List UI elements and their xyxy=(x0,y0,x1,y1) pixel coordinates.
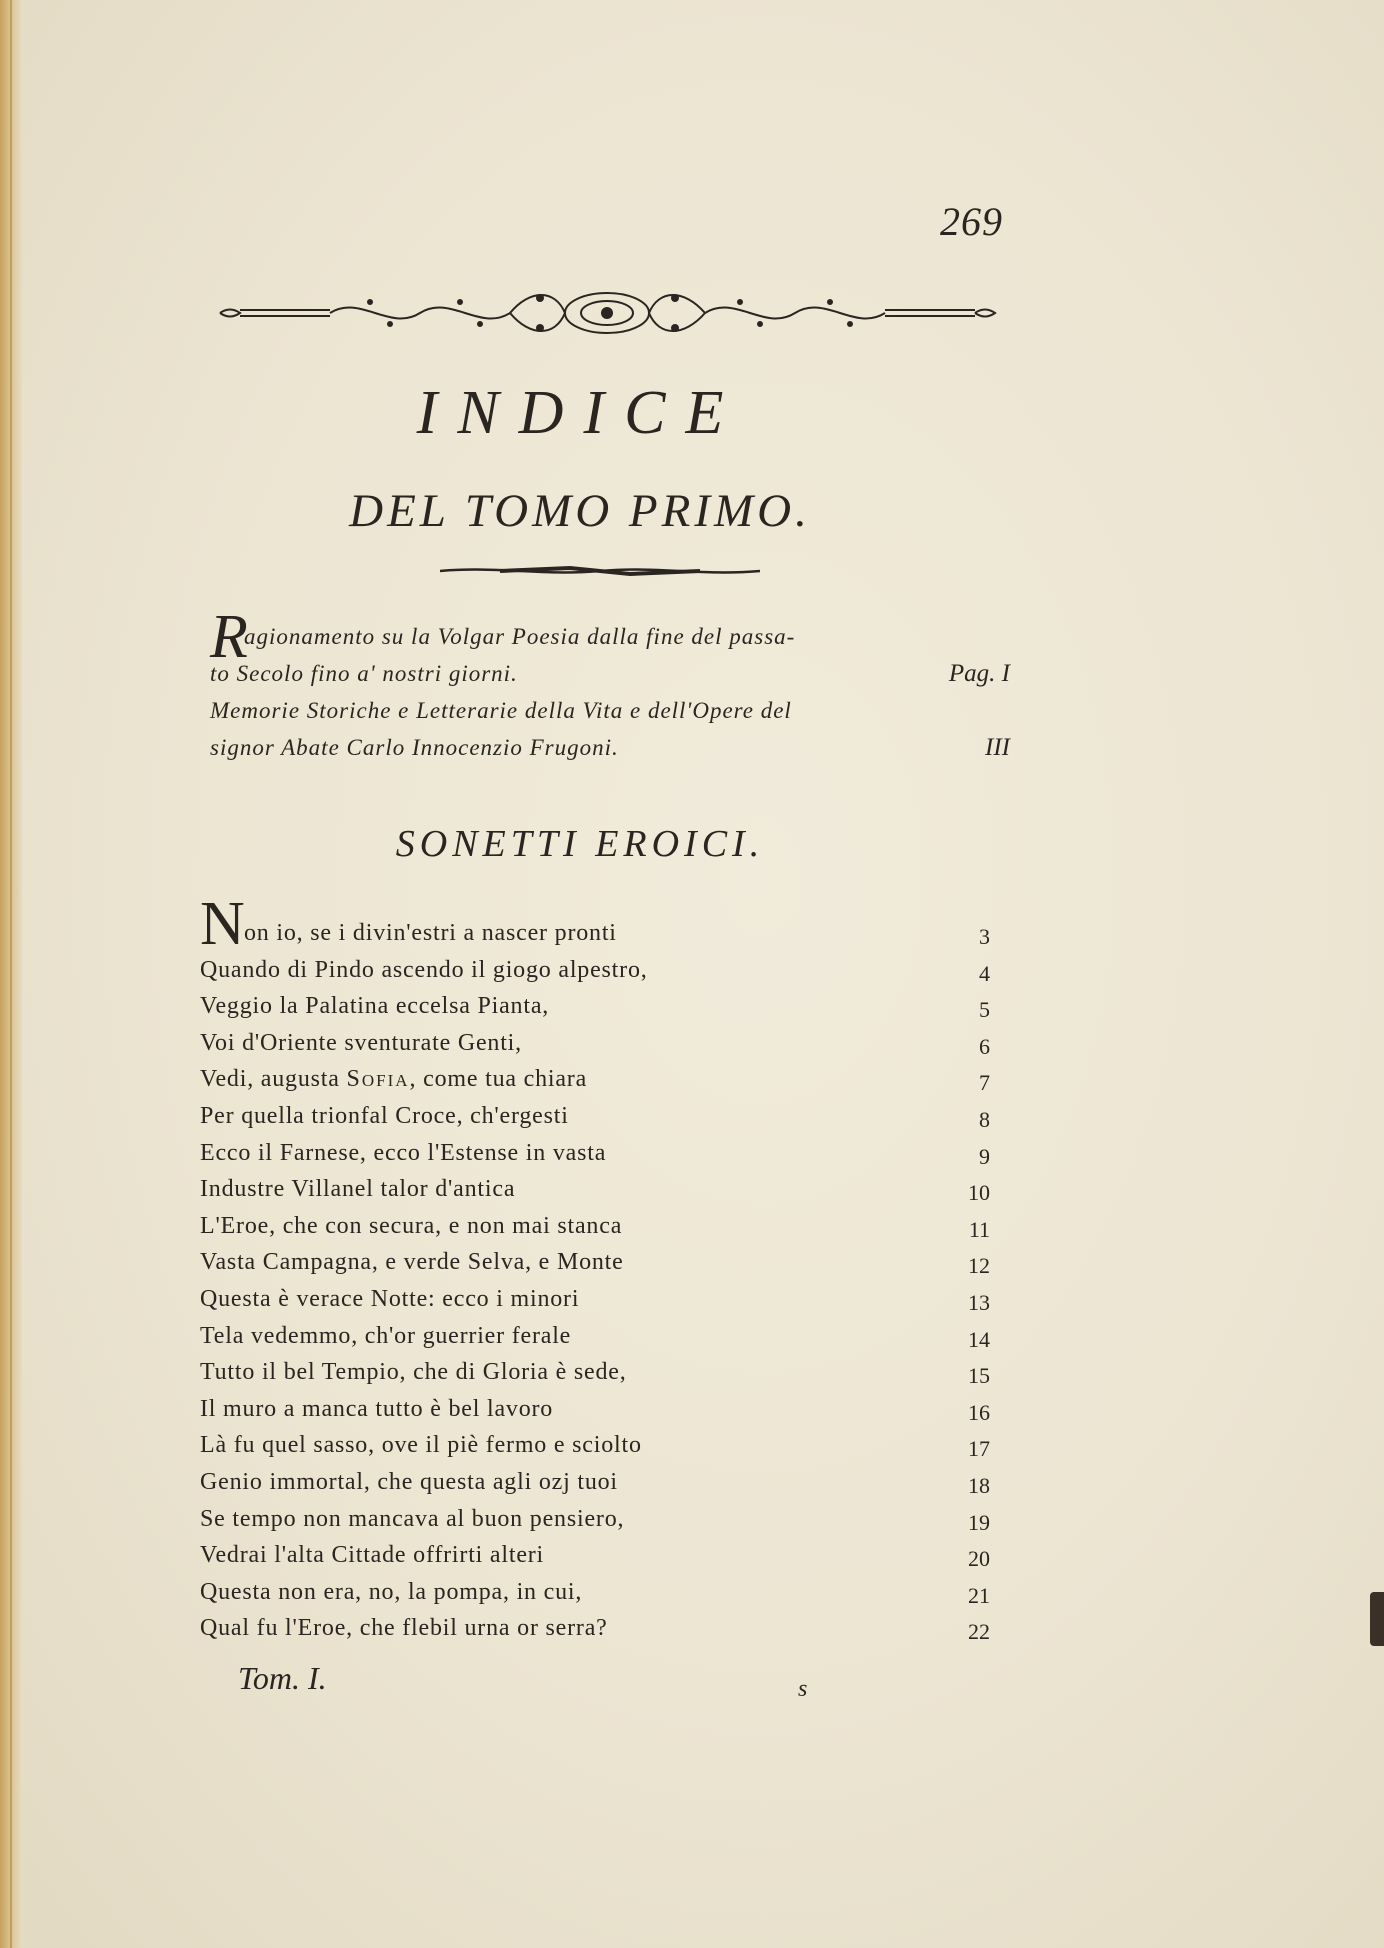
list-item xyxy=(200,920,990,957)
sonnet-first-line xyxy=(200,1066,587,1092)
list-item xyxy=(200,957,990,994)
sonnet-page-ref: 13 xyxy=(968,1289,990,1315)
list-item xyxy=(200,1176,990,1213)
list-item xyxy=(200,1469,990,1506)
drop-capital-n: N xyxy=(200,890,245,958)
sonnet-page-ref: 19 xyxy=(968,1509,990,1535)
sonnet-first-line: Il muro a manca tutto è bel lavoro xyxy=(200,1395,554,1422)
list-item xyxy=(200,1615,990,1652)
sonnet-first-line-part: Vedi, augusta xyxy=(200,1066,347,1093)
decorative-headpiece-ornament xyxy=(210,284,1005,342)
page-edge-mark xyxy=(1370,1592,1384,1646)
sonnet-first-line: Per quella trionfal Croce, ch'ergesti xyxy=(200,1102,569,1129)
sonnet-page-ref: 20 xyxy=(968,1546,990,1572)
sonnet-first-line: Veggio la Palatina eccelsa Pianta, xyxy=(200,993,550,1020)
sonnet-first-line: Se tempo non mancava al buon pensiero, xyxy=(200,1505,625,1532)
index-title: INDICE xyxy=(416,379,744,447)
prose-text: signor Abate Carlo Innocenzio Frugoni. xyxy=(210,735,619,760)
sonnet-page-ref: 5 xyxy=(979,997,990,1023)
sonnet-first-line-small-caps: Sofia xyxy=(346,1066,410,1093)
sonnet-first-line: Là fu quel sasso, ove il piè fermo e sciolto xyxy=(200,1432,642,1459)
list-item xyxy=(200,1103,990,1140)
page-number: 269 xyxy=(940,199,1003,244)
sonnet-page-ref: 17 xyxy=(968,1436,990,1462)
sonnet-page-ref: 6 xyxy=(979,1033,990,1059)
prose-line xyxy=(210,692,1010,729)
prose-entries xyxy=(210,618,1010,766)
sonnet-page-ref: 7 xyxy=(979,1070,990,1096)
index-subtitle: DEL TOMO PRIMO. xyxy=(349,485,811,537)
sonnet-first-line: Vedrai l'alta Cittade offrirti alteri xyxy=(200,1542,545,1569)
sonnet-page-ref: 11 xyxy=(968,1216,990,1242)
drop-capital-r: R xyxy=(210,603,248,671)
prose-page-ref: Pag. I xyxy=(948,660,1010,687)
sonnet-first-line: L'Eroe, che con secura, e non mai stanca xyxy=(200,1212,623,1239)
section-heading: SONETTI EROICI. xyxy=(395,823,765,865)
prose-line xyxy=(210,655,1010,692)
sonnet-page-ref: 4 xyxy=(979,960,990,986)
prose-line xyxy=(210,729,1010,766)
sonnet-first-line-part: , come tua chiara xyxy=(409,1066,588,1093)
sonnet-page-ref: 12 xyxy=(968,1253,990,1279)
sonnet-list xyxy=(200,920,990,1652)
sonnet-page-ref: 9 xyxy=(979,1143,990,1169)
prose-page-ref: III xyxy=(985,734,1010,761)
list-item xyxy=(200,1030,990,1067)
list-item xyxy=(200,1323,990,1360)
sonnet-page-ref: 8 xyxy=(979,1106,990,1132)
list-item xyxy=(200,1396,990,1433)
signature-mark: Tom. I. xyxy=(238,1660,327,1696)
sonnet-page-ref: 22 xyxy=(968,1619,990,1645)
list-item xyxy=(200,1066,990,1103)
sonnet-first-line: Industre Villanel talor d'antica xyxy=(200,1176,516,1203)
list-item xyxy=(200,993,990,1030)
sonnet-first-line: Vasta Campagna, e verde Selva, e Monte xyxy=(200,1249,624,1276)
list-item xyxy=(200,1140,990,1177)
sonnet-first-line: Ecco il Farnese, ecco l'Estense in vasta xyxy=(200,1139,607,1166)
list-item xyxy=(200,1542,990,1579)
prose-text: to Secolo fino a' nostri giorni. xyxy=(210,661,518,686)
list-item xyxy=(200,1286,990,1323)
ornamental-divider xyxy=(440,560,760,582)
prose-line xyxy=(210,618,1010,655)
gathering-mark: s xyxy=(798,1676,808,1702)
sonnet-page-ref: 16 xyxy=(968,1399,990,1425)
list-item xyxy=(200,1506,990,1543)
list-item xyxy=(200,1359,990,1396)
sonnet-page-ref: 15 xyxy=(968,1363,990,1389)
sonnet-first-line: Questa è verace Notte: ecco i minori xyxy=(200,1285,580,1312)
list-item xyxy=(200,1249,990,1286)
sonnet-page-ref: 14 xyxy=(968,1326,990,1352)
sonnet-first-line: Genio immortal, che questa agli ozj tuoi xyxy=(200,1468,618,1495)
list-item xyxy=(200,1432,990,1469)
sonnet-page-ref: 18 xyxy=(968,1472,990,1498)
sonnet-first-line: Qual fu l'Eroe, che flebil urna or serra? xyxy=(200,1615,608,1642)
prose-text: agionamento su la Volgar Poesia dalla fine del passa- xyxy=(244,624,796,649)
binding-shadow xyxy=(10,0,12,1948)
sonnet-first-line: Quando di Pindo ascendo il giogo alpestro, xyxy=(200,956,648,983)
sonnet-first-line: Questa non era, no, la pompa, in cui, xyxy=(200,1578,583,1605)
sonnet-page-ref: 3 xyxy=(979,924,990,949)
sonnet-first-line: Tela vedemmo, ch'or guerrier ferale xyxy=(200,1322,572,1349)
list-item xyxy=(200,1579,990,1616)
sonnet-first-line: Tutto il bel Tempio, che di Gloria è sede, xyxy=(200,1359,627,1386)
sonnet-page-ref: 10 xyxy=(968,1180,990,1206)
sonnet-first-line: on io, se i divin'estri a nascer pronti xyxy=(244,920,617,946)
sonnet-page-ref: 21 xyxy=(968,1582,990,1608)
prose-text: Memorie Storiche e Letterarie della Vita e dell'Opere del xyxy=(210,698,792,723)
sonnet-first-line: Voi d'Oriente sventurate Genti, xyxy=(200,1029,522,1056)
list-item xyxy=(200,1213,990,1250)
